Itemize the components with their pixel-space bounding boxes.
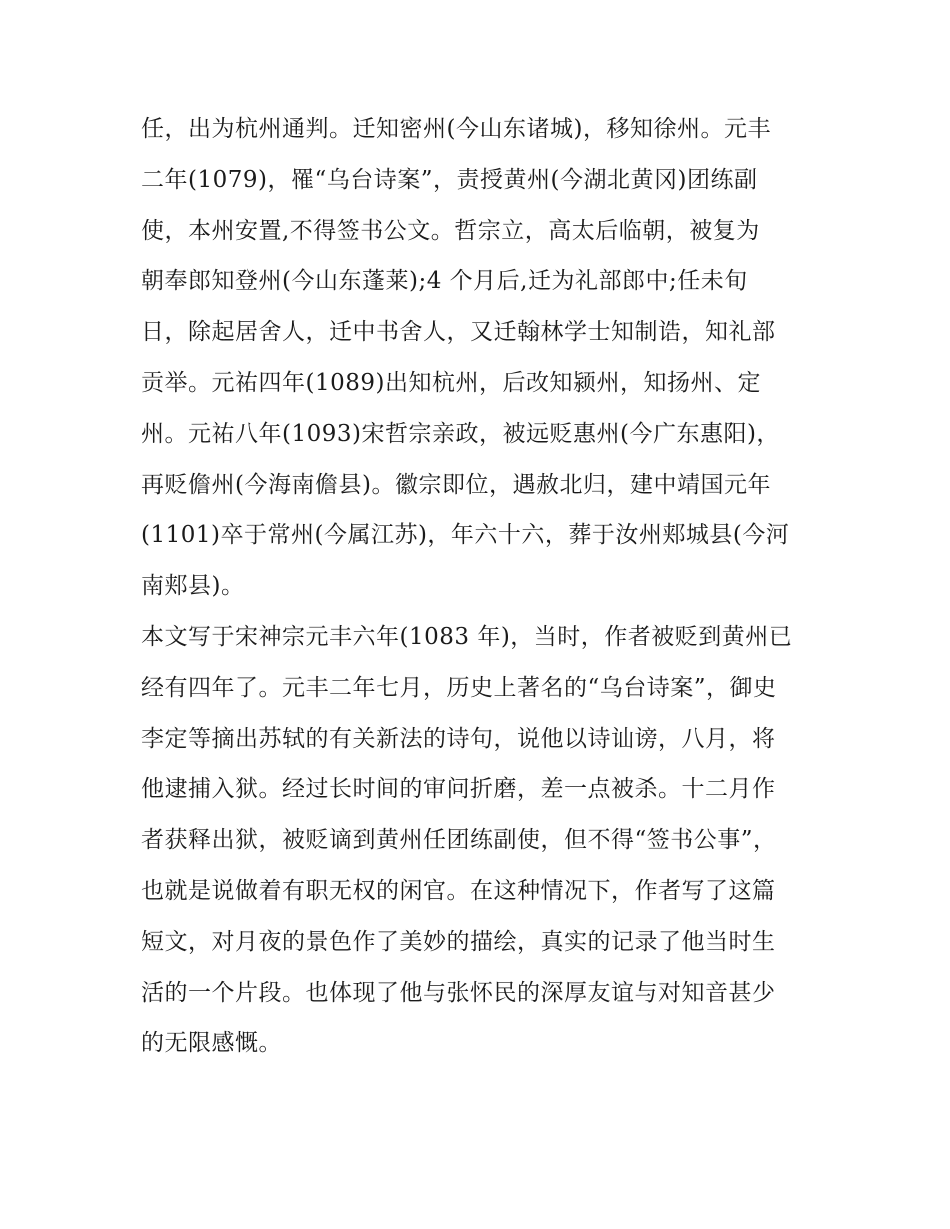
text-line: 日，除起居舍人，迁中书舍人，又迁翰林学士知制诰，知礼部 — [141, 319, 776, 346]
text-line: 的无限感慨。 — [141, 1030, 282, 1057]
text-line: 也就是说做着有职无权的闲官。在这种情况下，作者写了这篇 — [141, 877, 776, 904]
paragraph-biography — [141, 104, 831, 612]
text-line: 南郏县)。 — [141, 573, 245, 600]
text-line: 他逮捕入狱。经过长时间的审问折磨，差一点被杀。十二月作 — [141, 776, 776, 803]
text-line: 经有四年了。元丰二年七月，历史上著名的“乌台诗案”，御史 — [141, 674, 777, 701]
text-line: (1101)卒于常州(今属江苏)，年六十六，葬于汝州郏城县(今河 — [141, 522, 790, 549]
text-line: 再贬儋州(今海南儋县)。徽宗即位，遇赦北归，建中靖国元年 — [141, 471, 771, 498]
document-body — [141, 104, 831, 1069]
text-line: 任，出为杭州通判。迁知密州(今山东诸城)，移知徐州。元丰 — [141, 116, 771, 142]
text-line: 使，本州安置,不得签书公文。哲宗立，高太后临朝，被复为 — [141, 217, 760, 244]
text-line: 者获释出狱，被贬谪到黄州任团练副使，但不得“签书公事”， — [141, 827, 777, 854]
text-line: 朝奉郎知登州(今山东蓬莱);4 个月后,迁为礼部郎中;任未旬 — [141, 268, 748, 295]
text-line: 短文，对月夜的景色作了美妙的描绘，真实的记录了他当时生 — [141, 928, 776, 955]
text-line: 州。元祐八年(1093)宋哲宗亲政，被远贬惠州(今广东惠阳)， — [141, 420, 780, 447]
text-line: 二年(1079)，罹“乌台诗案”，责授黄州(今湖北黄冈)团练副 — [141, 166, 758, 193]
paragraph-background — [141, 612, 831, 1069]
text-line: 贡举。元祐四年(1089)出知杭州，后改知颍州，知扬州、定 — [141, 369, 761, 396]
text-line: 本文写于宋神宗元丰六年(1083 年)，当时，作者被贬到黄州已 — [141, 623, 793, 650]
text-line: 活的一个片段。也体现了他与张怀民的深厚友谊与对知音甚少 — [141, 979, 776, 1006]
text-line: 李定等摘出苏轼的有关新法的诗句，说他以诗讪谤，八月，将 — [141, 725, 776, 752]
